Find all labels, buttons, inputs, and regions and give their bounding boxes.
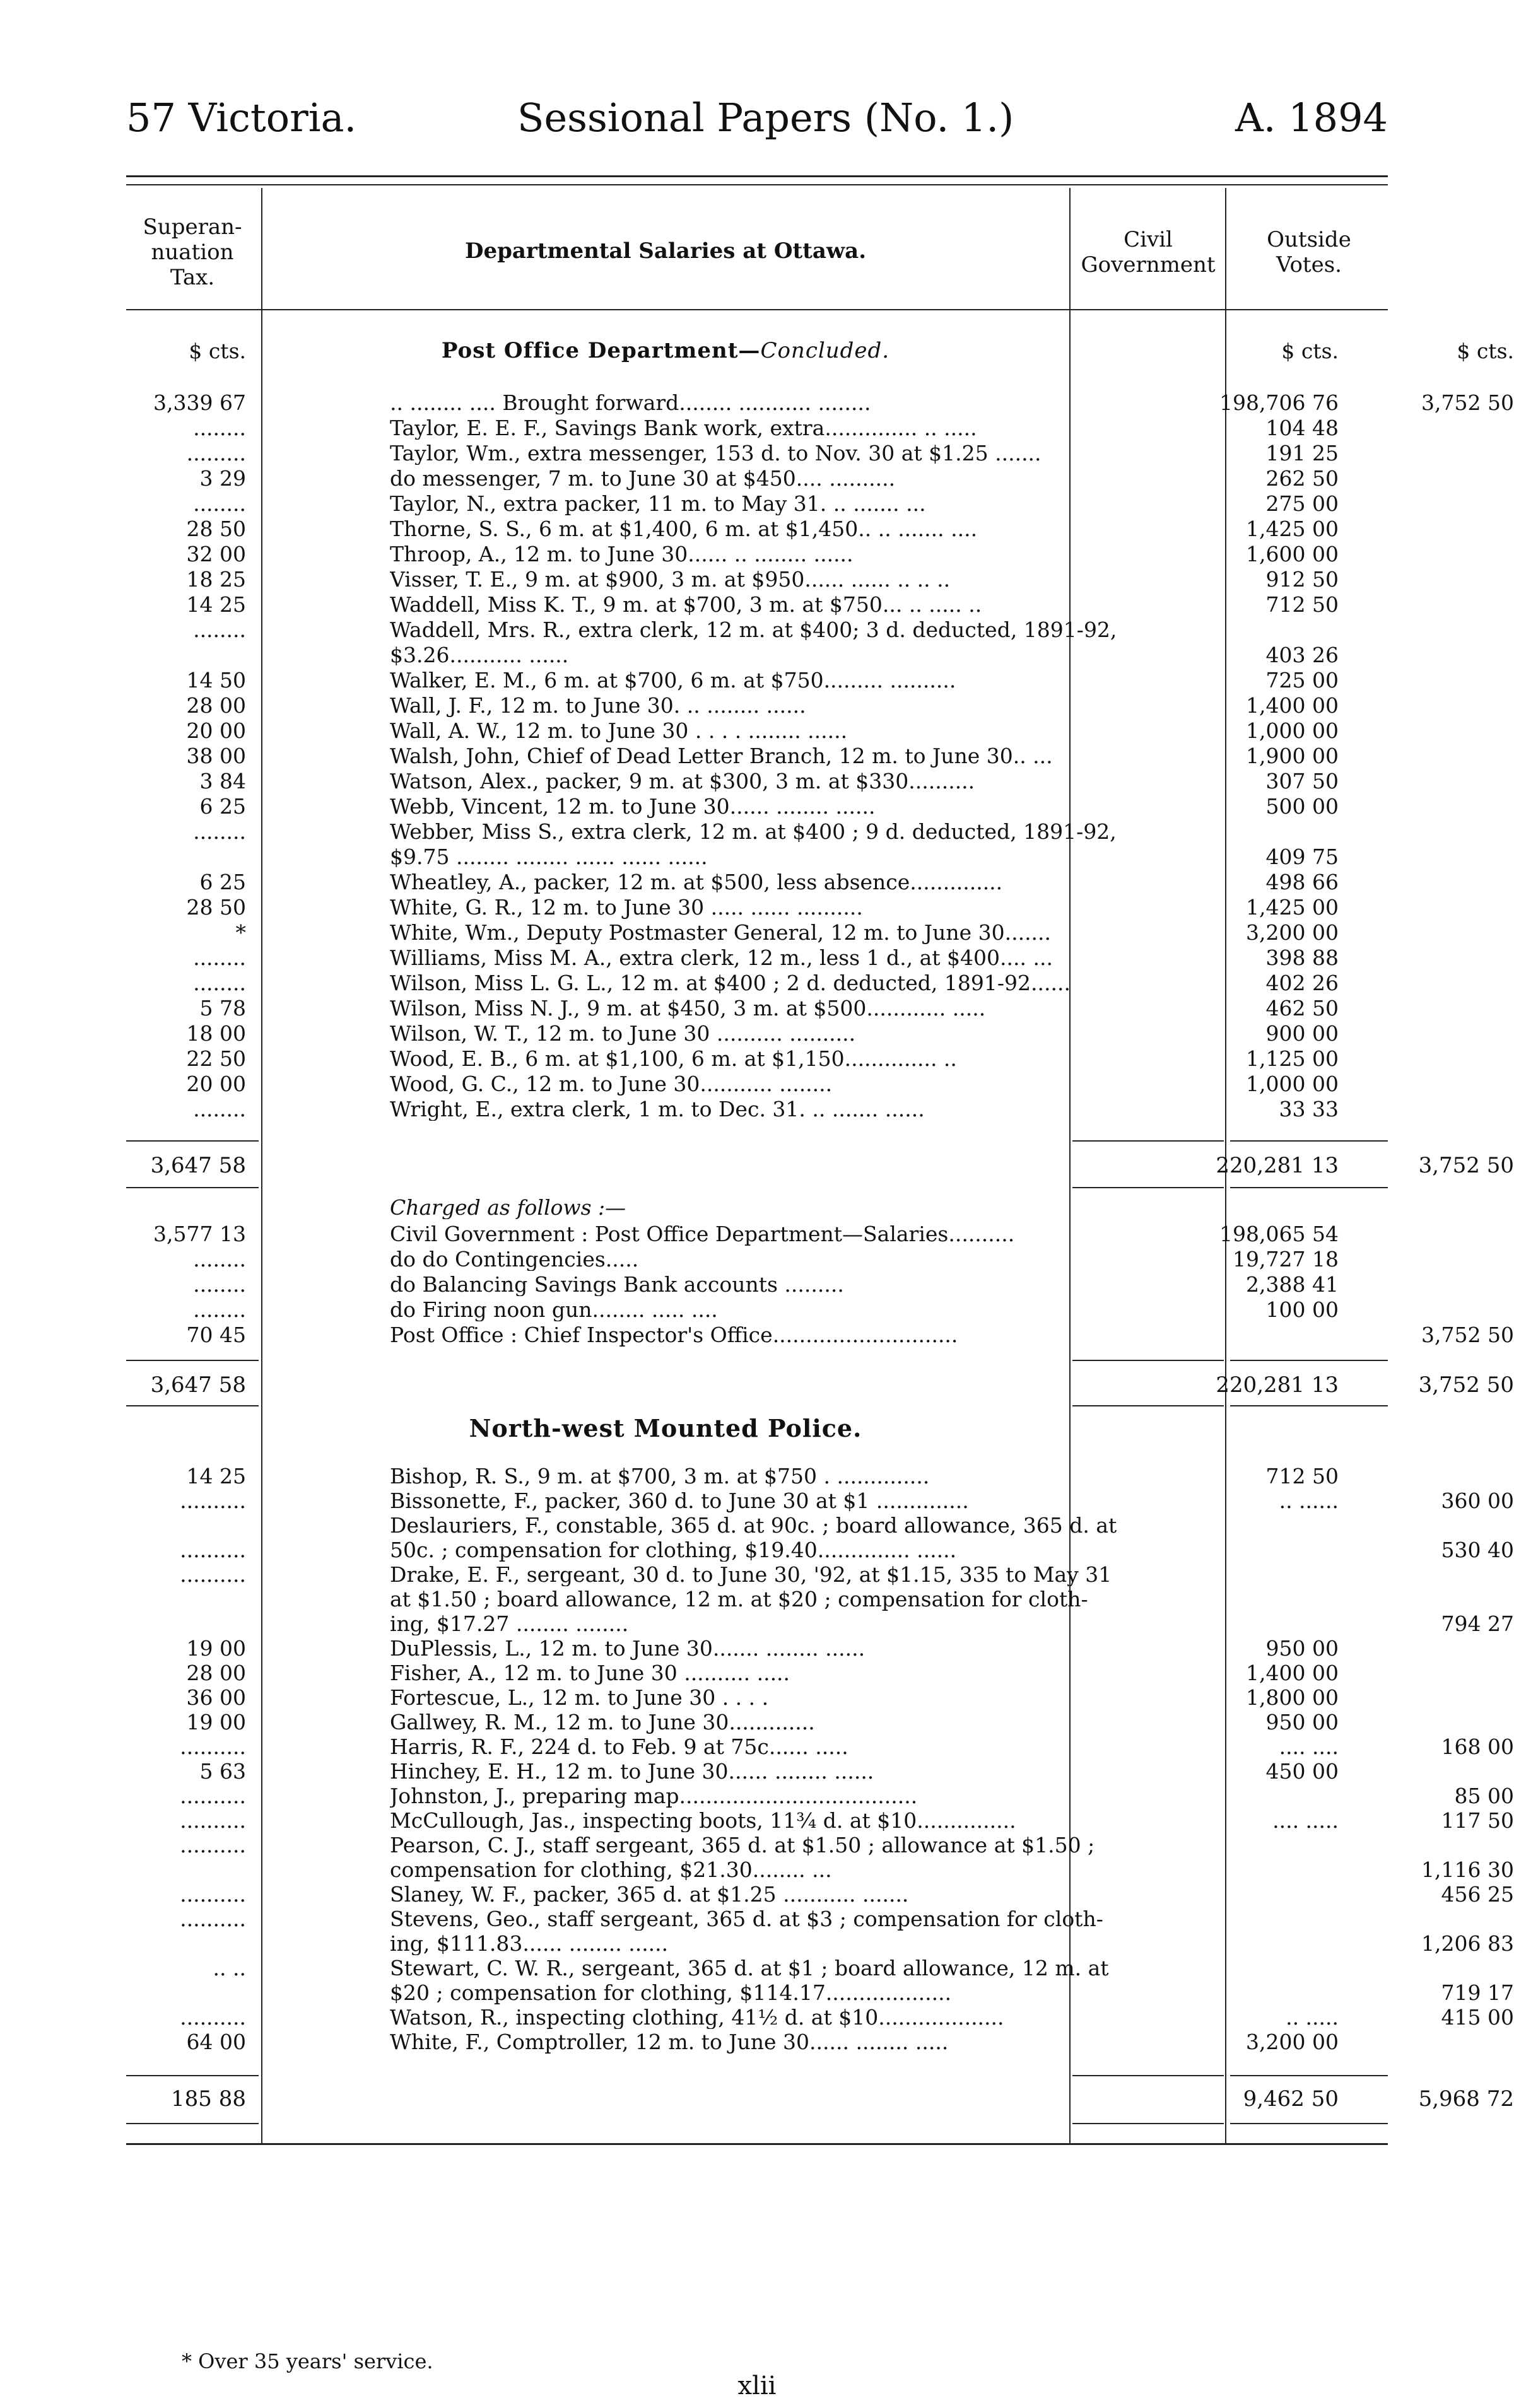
tax-cell: 14 50 [186, 668, 246, 693]
civil-cell: 402 26 [1265, 971, 1339, 995]
table-row [126, 1611, 1514, 1636]
tax-cell: 18 00 [186, 1021, 246, 1046]
table-bottom-rule [126, 2143, 1388, 2145]
tax-cell: 36 00 [186, 1685, 246, 1710]
desc-cell: $20 ; compensation for clothing, $114.17................... [390, 1981, 952, 2004]
civil-cell: 19,727 18 [1233, 1247, 1339, 1271]
table-row [126, 1273, 1388, 1296]
charged-label: Charged as follows :— [390, 1196, 626, 1219]
table-row [126, 744, 1388, 768]
tax-cell: * [235, 920, 246, 945]
rule-total3-tax [126, 2075, 259, 2076]
table-row [126, 542, 1388, 566]
desc-cell: Taylor, E. E. F., Savings Bank work, extra.............. .. ..... [390, 416, 977, 440]
civil-cell: 1,125 00 [1246, 1046, 1339, 1071]
civil-cell: .... ..... [1272, 1808, 1339, 1833]
table-row [126, 1931, 1514, 1956]
tax-cell: 14 25 [186, 592, 246, 617]
rule-total2b-outside [1230, 1405, 1388, 1406]
outside-cell: 168 00 [1441, 1734, 1514, 1759]
table-row [126, 2030, 1388, 2054]
header-rule-top [126, 175, 1388, 177]
tax-cell: .......... [180, 1907, 246, 1931]
desc-cell: $3.26........... ...... [390, 643, 569, 667]
desc-cell: at $1.50 ; board allowance, 12 m. at $20 ; compensation for cloth- [390, 1587, 1088, 1611]
charged-label-row [126, 1196, 1388, 1219]
table-row [126, 1488, 1514, 1513]
civil-cell: 950 00 [1265, 1636, 1339, 1661]
table-row [126, 921, 1388, 944]
desc-cell: Walsh, John, Chief of Dead Letter Branch, 12 m. to June 30.. ... [390, 744, 1053, 768]
civil-cell: 712 50 [1265, 1464, 1339, 1488]
tax-cell: ........ [193, 945, 246, 970]
outside-cell: 794 27 [1441, 1611, 1514, 1636]
col-head-civil: Civil Government [1081, 227, 1216, 278]
units-outside: $ cts. [1457, 339, 1514, 363]
table-row [126, 1637, 1388, 1660]
table-row [126, 1538, 1514, 1562]
civil-cell: .. ..... [1286, 2005, 1339, 2030]
desc-cell: DuPlessis, L., 12 m. to June 30....... ........ ...... [390, 1637, 866, 1660]
tax-cell: .......... [180, 1882, 246, 1907]
table-row [126, 694, 1388, 717]
tax-cell: 3,577 13 [153, 1222, 246, 1246]
table-row [126, 896, 1388, 919]
table-row [126, 1760, 1388, 1783]
table-row [126, 1323, 1514, 1347]
desc-cell: ing, $111.83...... ........ ...... [390, 1932, 669, 1955]
civil-cell: 3,200 00 [1246, 920, 1339, 945]
table-row [126, 1710, 1388, 1734]
civil-cell: 307 50 [1265, 769, 1339, 793]
desc-cell: Webber, Miss S., extra clerk, 12 m. at $400 ; 9 d. deducted, 1891-92, [390, 820, 1117, 843]
tax-cell: 20 00 [186, 718, 246, 743]
civil-cell: 1,425 00 [1246, 895, 1339, 920]
total1-tax: 3,647 58 [150, 1153, 246, 1178]
table-row [126, 1248, 1388, 1271]
civil-cell: 1,600 00 [1246, 542, 1339, 566]
civil-cell: 262 50 [1265, 466, 1339, 491]
table-row [126, 467, 1388, 490]
tax-cell: .......... [180, 1488, 246, 1513]
table-row [126, 870, 1388, 894]
table-row [126, 1907, 1388, 1931]
desc-cell: .. ........ .... Brought forward........ ........... ........ [390, 391, 871, 414]
col-head-tax: Superan- nuation Tax. [143, 214, 242, 290]
tax-cell: 19 00 [186, 1636, 246, 1661]
civil-cell: 198,706 76 [1219, 390, 1339, 415]
rule-total1b-tax [126, 1187, 259, 1188]
desc-cell: Waddell, Miss K. T., 9 m. at $700, 3 m. at $750... .. ..... .. [390, 593, 982, 616]
tax-cell: 5 63 [199, 1759, 246, 1784]
rule-total2b-tax [126, 1405, 259, 1406]
tax-cell: 19 00 [186, 1710, 246, 1734]
rule-total3b-outside [1230, 2123, 1388, 2124]
table-row [126, 618, 1388, 641]
civil-cell: 450 00 [1265, 1759, 1339, 1784]
table-row [126, 795, 1388, 818]
outside-cell: 530 40 [1441, 1538, 1514, 1562]
civil-cell: 398 88 [1265, 945, 1339, 970]
table-row [126, 1298, 1388, 1321]
civil-cell: 900 00 [1265, 1021, 1339, 1046]
desc-cell: Wood, G. C., 12 m. to June 30........... ........ [390, 1072, 833, 1096]
rule-total1-civil [1072, 1140, 1224, 1142]
civil-cell: 950 00 [1265, 1710, 1339, 1734]
civil-cell: .. ...... [1279, 1488, 1339, 1513]
desc-cell: Fortescue, L., 12 m. to June 30 . . . . [390, 1686, 769, 1709]
table-row [126, 416, 1388, 440]
col-head-outside: Outside Votes. [1267, 227, 1351, 278]
tax-cell: .......... [180, 1808, 246, 1833]
desc-cell: Wood, E. B., 6 m. at $1,100, 6 m. at $1,150.............. .. [390, 1047, 957, 1070]
table-row [126, 669, 1388, 692]
table-row [126, 1072, 1388, 1096]
total3-tax: 185 88 [171, 2086, 246, 2112]
desc-cell: Watson, R., inspecting clothing, 41½ d. at $10................... [390, 2006, 1004, 2029]
tax-cell: .......... [180, 1734, 246, 1759]
total1-outside: 3,752 50 [1418, 1153, 1514, 1178]
table-row [126, 1808, 1514, 1833]
units-tax: $ cts. [189, 339, 246, 363]
desc-cell: Slaney, W. F., packer, 365 d. at $1.25 ........... ....... [390, 1883, 909, 1906]
rule-total3-outside [1230, 2075, 1388, 2076]
desc-cell: Waddell, Mrs. R., extra clerk, 12 m. at $400; 3 d. deducted, 1891-92, [390, 618, 1117, 641]
desc-cell: ing, $17.27 ........ ........ [390, 1612, 629, 1635]
tax-cell: 28 00 [186, 693, 246, 718]
tax-cell: 20 00 [186, 1072, 246, 1096]
civil-cell: 1,900 00 [1246, 744, 1339, 768]
tax-cell: 5 78 [199, 996, 246, 1020]
tax-cell: ........ [193, 1097, 246, 1121]
desc-cell: White, Wm., Deputy Postmaster General, 12 m. to June 30....... [390, 921, 1052, 944]
col-head-desc: Departmental Salaries at Ottawa. [464, 238, 867, 264]
tax-cell: 28 50 [186, 895, 246, 920]
table-row [126, 1222, 1388, 1246]
desc-cell: Post Office : Chief Inspector's Office............................ [390, 1323, 958, 1347]
table-row [126, 719, 1388, 742]
table-row [126, 2005, 1514, 2030]
rule-total1b-civil [1072, 1187, 1224, 1188]
tax-cell: 64 00 [186, 2030, 246, 2054]
desc-cell: Wilson, W. T., 12 m. to June 30 .......... .......... [390, 1022, 856, 1045]
outside-cell: 3,752 50 [1421, 390, 1514, 415]
total3-outside: 5,968 72 [1418, 2086, 1514, 2112]
desc-cell: Gallwey, R. M., 12 m. to June 30............. [390, 1710, 815, 1734]
table-row [126, 997, 1388, 1020]
desc-cell: White, F., Comptroller, 12 m. to June 30...... ........ ..... [390, 2030, 949, 2054]
units-civil: $ cts. [1281, 339, 1339, 363]
table-row [126, 568, 1388, 591]
desc-cell: Stevens, Geo., staff sergeant, 365 d. at $3 ; compensation for cloth- [390, 1907, 1103, 1931]
tax-cell: ........ [193, 819, 246, 844]
desc-cell: do do Contingencies..... [390, 1248, 639, 1271]
header-title: Sessional Papers (No. 1.) [517, 95, 1014, 141]
rule-total2b-civil [1072, 1405, 1224, 1406]
desc-cell: 50c. ; compensation for clothing, $19.40.............. ...... [390, 1538, 957, 1562]
table-row [126, 946, 1388, 969]
table-row [126, 1587, 1388, 1611]
desc-cell: Webb, Vincent, 12 m. to June 30...... ........ ...... [390, 795, 876, 818]
civil-cell: 3,200 00 [1246, 2030, 1339, 2054]
outside-cell: 360 00 [1441, 1488, 1514, 1513]
tax-cell: ........ [193, 971, 246, 995]
total2-tax: 3,647 58 [150, 1372, 246, 1398]
tax-cell: .......... [180, 2005, 246, 2030]
desc-cell: Deslauriers, F., constable, 365 d. at 90c. ; board allowance, 365 d. at [390, 1514, 1117, 1537]
total2-outside: 3,752 50 [1418, 1372, 1514, 1398]
civil-cell: 403 26 [1265, 643, 1339, 667]
desc-cell: Pearson, C. J., staff sergeant, 365 d. at $1.50 ; allowance at $1.50 ; [390, 1833, 1095, 1857]
tax-cell: 18 25 [186, 567, 246, 592]
desc-cell: Harris, R. F., 224 d. to Feb. 9 at 75c...... ..... [390, 1735, 848, 1758]
civil-cell: 275 00 [1265, 491, 1339, 516]
outside-cell: 85 00 [1454, 1784, 1514, 1808]
table-row [126, 517, 1388, 541]
desc-cell: compensation for clothing, $21.30........ ... [390, 1858, 832, 1881]
outside-cell: 3,752 50 [1421, 1323, 1514, 1347]
civil-cell: 1,400 00 [1246, 693, 1339, 718]
desc-cell: Watson, Alex., packer, 9 m. at $300, 3 m. at $330.......... [390, 769, 975, 793]
table-row [126, 1047, 1388, 1070]
table-row [126, 1857, 1514, 1882]
desc-cell: do messenger, 7 m. to June 30 at $450.... .......... [390, 467, 896, 490]
page-header [126, 95, 1388, 145]
outside-cell: 1,116 30 [1421, 1857, 1514, 1882]
column-header-rule [126, 309, 1388, 310]
desc-cell: Drake, E. F., sergeant, 30 d. to June 30, '92, at $1.15, 335 to May 31 [390, 1563, 1112, 1586]
tax-cell: .......... [180, 1833, 246, 1857]
table-row [126, 1882, 1514, 1907]
table-row [126, 1514, 1388, 1537]
total3-civil: 9,462 50 [1243, 2086, 1339, 2112]
civil-cell: 498 66 [1265, 870, 1339, 894]
desc-cell: Stewart, C. W. R., sergeant, 365 d. at $1 ; board allowance, 12 m. at [390, 1956, 1109, 1980]
civil-cell: 1,800 00 [1246, 1685, 1339, 1710]
rule-total3b-civil [1072, 2123, 1224, 2124]
header-year: A. 1894 [1235, 95, 1388, 141]
rule-total3-civil [1072, 2075, 1224, 2076]
civil-cell: 462 50 [1265, 996, 1339, 1020]
tax-cell: ........ [193, 1297, 246, 1322]
civil-cell: 1,000 00 [1246, 1072, 1339, 1096]
tax-cell: 14 25 [186, 1464, 246, 1488]
table-row [126, 971, 1388, 995]
desc-cell: Wall, A. W., 12 m. to June 30 . . . . ........ ...... [390, 719, 848, 742]
tax-cell: ........ [193, 1247, 246, 1271]
tax-cell: 70 45 [186, 1323, 246, 1347]
section-title-post-office: Post Office Department—Concluded. [441, 338, 890, 363]
rule-total1b-outside [1230, 1187, 1388, 1188]
tax-cell: 22 50 [186, 1046, 246, 1071]
table-row [126, 643, 1388, 667]
civil-cell: 409 75 [1265, 845, 1339, 869]
civil-cell: 1,000 00 [1246, 718, 1339, 743]
desc-cell: Williams, Miss M. A., extra clerk, 12 m., less 1 d., at $400.... ... [390, 946, 1053, 969]
table-row [126, 769, 1388, 793]
outside-cell: 117 50 [1441, 1808, 1514, 1833]
table-row [126, 845, 1388, 868]
civil-cell: 1,400 00 [1246, 1661, 1339, 1685]
desc-cell: Johnston, J., preparing map.................................... [390, 1784, 918, 1808]
table-row [126, 820, 1388, 843]
rule-total2-tax [126, 1360, 259, 1361]
table-row [126, 390, 1514, 415]
tax-cell: 38 00 [186, 744, 246, 768]
civil-cell: 725 00 [1265, 668, 1339, 693]
tax-cell: 28 50 [186, 517, 246, 541]
table-row [126, 1661, 1388, 1685]
desc-cell: do Balancing Savings Bank accounts ......... [390, 1273, 844, 1296]
tax-cell: 32 00 [186, 542, 246, 566]
desc-cell: Hinchey, E. H., 12 m. to June 30...... ........ ...... [390, 1760, 874, 1783]
rule-total3b-tax [126, 2123, 259, 2124]
total2-civil: 220,281 13 [1216, 1372, 1339, 1398]
rule-total2-outside [1230, 1360, 1388, 1361]
table-row [126, 1784, 1514, 1808]
table-row [126, 492, 1388, 515]
tax-cell: .......... [180, 1538, 246, 1562]
table-row [126, 1980, 1514, 2005]
tax-cell: 3 84 [199, 769, 246, 793]
tax-cell: .......... [180, 1562, 246, 1587]
header-rule-bottom [126, 184, 1388, 185]
outside-cell: 415 00 [1441, 2005, 1514, 2030]
civil-cell: 500 00 [1265, 794, 1339, 819]
desc-cell: Visser, T. E., 9 m. at $900, 3 m. at $950...... ...... .. .. .. [390, 568, 951, 591]
footnote: * Over 35 years' service. [182, 2349, 433, 2373]
desc-cell: Wilson, Miss N. J., 9 m. at $450, 3 m. at $500............ ..... [390, 997, 986, 1020]
tax-cell: 3 29 [199, 466, 246, 491]
desc-cell: $9.75 ........ ........ ...... ...... ...... [390, 845, 708, 868]
table-row [126, 1097, 1388, 1121]
tax-cell: 3,339 67 [153, 390, 246, 415]
desc-cell: Wall, J. F., 12 m. to June 30. .. ........ ...... [390, 694, 806, 717]
desc-cell: Bishop, R. S., 9 m. at $700, 3 m. at $750 . .............. [390, 1464, 930, 1488]
outside-cell: 1,206 83 [1421, 1931, 1514, 1956]
table-row [126, 1464, 1388, 1488]
table-row [126, 1686, 1388, 1709]
desc-cell: Fisher, A., 12 m. to June 30 .......... ..... [390, 1661, 790, 1685]
outside-cell: 456 25 [1441, 1882, 1514, 1907]
civil-cell: 100 00 [1265, 1297, 1339, 1322]
rule-total2-civil [1072, 1360, 1224, 1361]
desc-cell: Taylor, Wm., extra messenger, 153 d. to Nov. 30 at $1.25 ....... [390, 441, 1042, 465]
tax-cell: .. .. [213, 1956, 246, 1980]
tax-cell: ........ [193, 617, 246, 642]
table-row [126, 441, 1388, 465]
table-row [126, 1956, 1388, 1980]
total1-civil: 220,281 13 [1216, 1153, 1339, 1178]
table-row [126, 1563, 1388, 1586]
table-row [126, 593, 1388, 616]
civil-cell: 33 33 [1279, 1097, 1339, 1121]
civil-cell: 104 48 [1265, 416, 1339, 440]
tax-cell: ......... [186, 441, 246, 465]
desc-cell: Walker, E. M., 6 m. at $700, 6 m. at $750......... .......... [390, 669, 956, 692]
tax-cell: ........ [193, 1272, 246, 1297]
tax-cell: 6 25 [199, 870, 246, 894]
table-row [126, 1022, 1388, 1045]
rule-total1-tax [126, 1140, 259, 1142]
tax-cell: .......... [180, 1784, 246, 1808]
tax-cell: ........ [193, 416, 246, 440]
desc-cell: Taylor, N., extra packer, 11 m. to May 31. .. ....... ... [390, 492, 926, 515]
header-session: 57 Victoria. [126, 95, 357, 141]
desc-cell: Civil Government : Post Office Department—Salaries.......... [390, 1222, 1015, 1246]
outside-cell: 719 17 [1441, 1980, 1514, 2005]
desc-cell: White, G. R., 12 m. to June 30 ..... ...... .......... [390, 896, 863, 919]
civil-cell: 198,065 54 [1219, 1222, 1339, 1246]
rule-total1-outside [1230, 1140, 1388, 1142]
civil-cell: .... .... [1279, 1734, 1339, 1759]
desc-cell: Wheatley, A., packer, 12 m. at $500, less absence.............. [390, 870, 1003, 894]
tax-cell: 6 25 [199, 794, 246, 819]
civil-cell: 1,425 00 [1246, 517, 1339, 541]
civil-cell: 191 25 [1265, 441, 1339, 465]
section-title-mounted-police: North-west Mounted Police. [469, 1414, 862, 1442]
desc-cell: Wilson, Miss L. G. L., 12 m. at $400 ; 2 d. deducted, 1891-92...... [390, 971, 1071, 995]
tax-cell: ........ [193, 491, 246, 516]
civil-cell: 712 50 [1265, 592, 1339, 617]
civil-cell: 2,388 41 [1246, 1272, 1339, 1297]
desc-cell: Bissonette, F., packer, 360 d. to June 30 at $1 .............. [390, 1489, 969, 1512]
civil-cell: 912 50 [1265, 567, 1339, 592]
desc-cell: Wright, E., extra clerk, 1 m. to Dec. 31. .. ....... ...... [390, 1097, 925, 1121]
desc-cell: McCullough, Jas., inspecting boots, 11¾ d. at $10............... [390, 1809, 1016, 1832]
desc-cell: Throop, A., 12 m. to June 30...... .. ........ ...... [390, 542, 854, 566]
table-row [126, 1734, 1514, 1759]
tax-cell: 28 00 [186, 1661, 246, 1685]
table-row [126, 1833, 1388, 1857]
page-number: xlii [737, 2371, 777, 2400]
desc-cell: do Firing noon gun........ ..... .... [390, 1298, 718, 1321]
desc-cell: Thorne, S. S., 6 m. at $1,400, 6 m. at $1,450.. .. ....... .... [390, 517, 978, 541]
